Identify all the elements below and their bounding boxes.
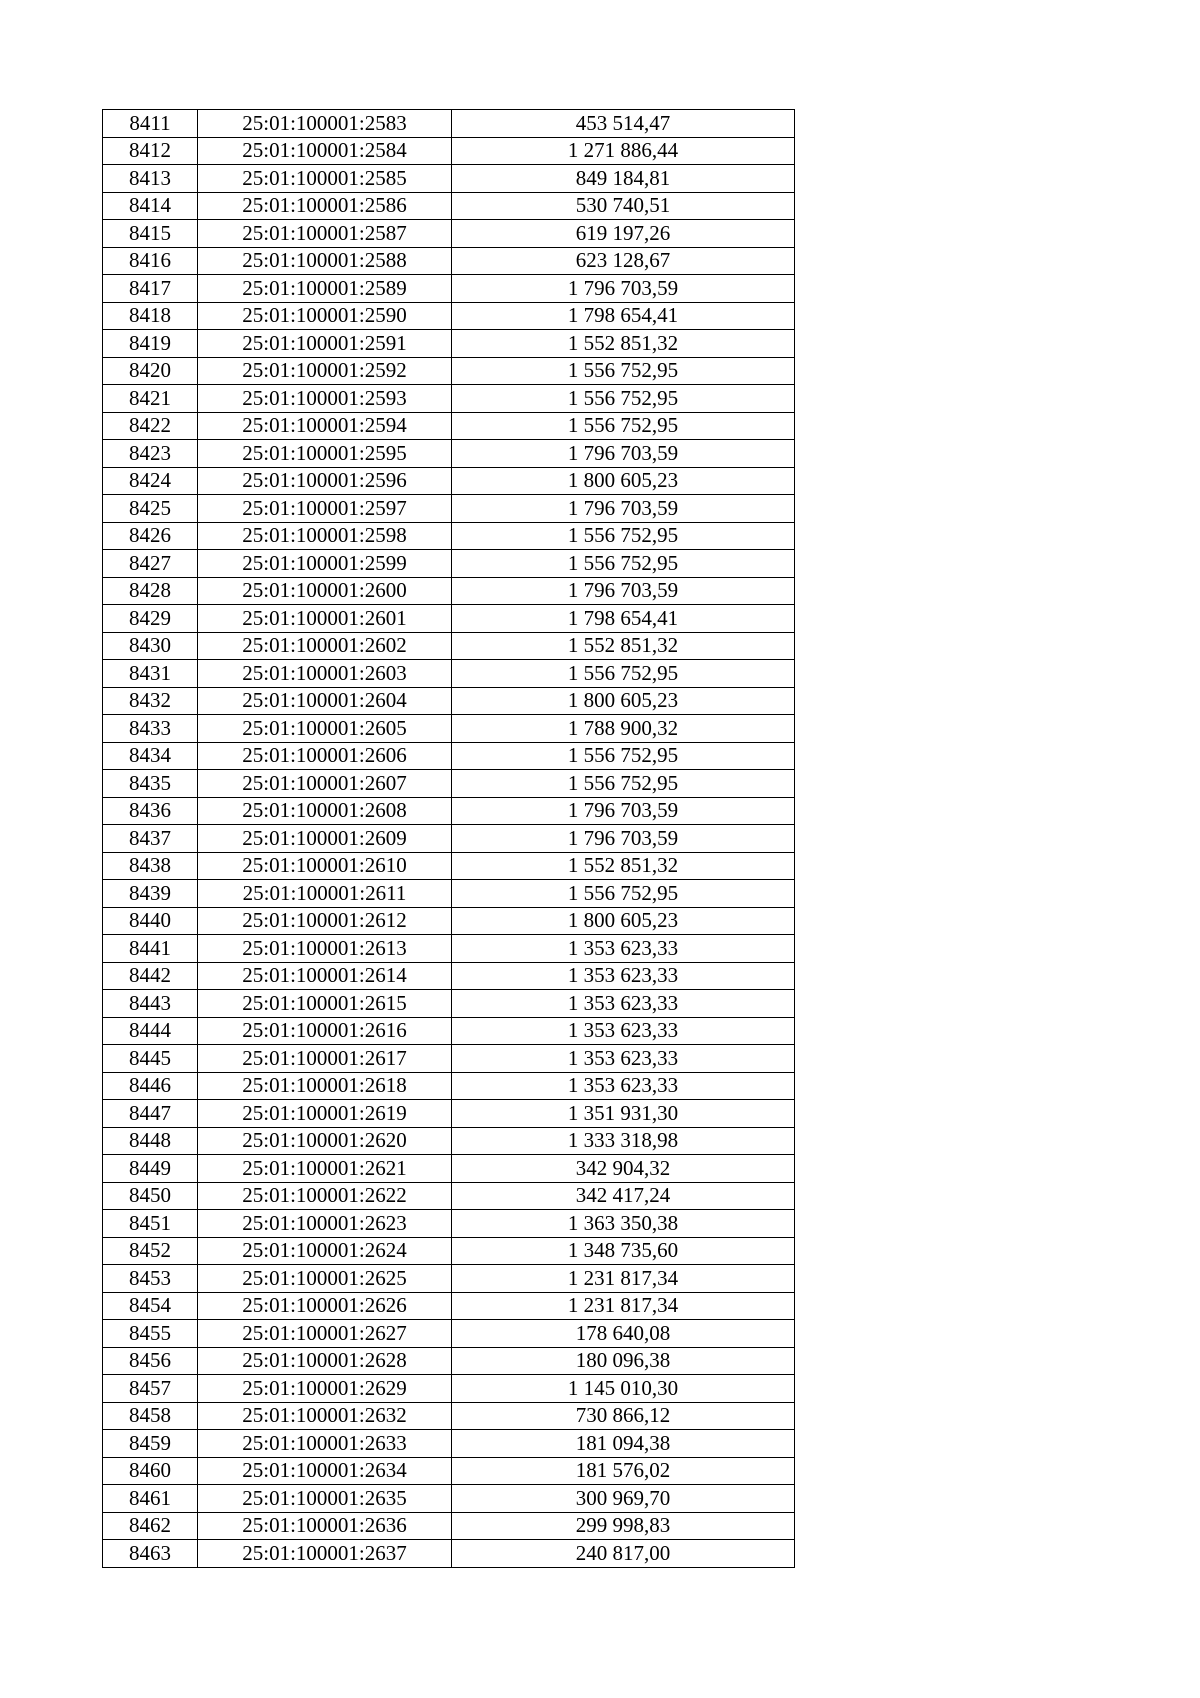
row-number-cell: 8416: [103, 247, 198, 275]
cadastral-value-cell: 1 796 703,59: [452, 440, 795, 468]
cadastral-value-cell: 1 798 654,41: [452, 302, 795, 330]
table-row: [103, 1182, 795, 1210]
row-number-cell: 8444: [103, 1017, 198, 1045]
table-row: [103, 275, 795, 303]
cadastral-number-cell: 25:01:100001:2584: [198, 137, 452, 165]
row-number-cell: 8433: [103, 715, 198, 743]
table-row: [103, 440, 795, 468]
cadastral-value-cell: 1 800 605,23: [452, 907, 795, 935]
cadastral-number-cell: 25:01:100001:2620: [198, 1127, 452, 1155]
row-number-cell: 8453: [103, 1265, 198, 1293]
row-number-cell: 8441: [103, 935, 198, 963]
row-number-cell: 8411: [103, 110, 198, 138]
row-number-cell: 8426: [103, 522, 198, 550]
cadastral-value-cell: 1 333 318,98: [452, 1127, 795, 1155]
row-number-cell: 8440: [103, 907, 198, 935]
cadastral-number-cell: 25:01:100001:2614: [198, 962, 452, 990]
row-number-cell: 8461: [103, 1485, 198, 1513]
table-row: [103, 797, 795, 825]
cadastral-value-cell: 1 796 703,59: [452, 825, 795, 853]
cadastral-value-cell: 1 556 752,95: [452, 770, 795, 798]
table-row: [103, 1457, 795, 1485]
cadastral-value-cell: 1 556 752,95: [452, 385, 795, 413]
table-row: [103, 1430, 795, 1458]
cadastral-number-cell: 25:01:100001:2600: [198, 577, 452, 605]
table-row: [103, 990, 795, 1018]
table-row: [103, 1072, 795, 1100]
cadastral-value-cell: 180 096,38: [452, 1347, 795, 1375]
cadastral-value-cell: 453 514,47: [452, 110, 795, 138]
table-row: [103, 825, 795, 853]
table-row: [103, 935, 795, 963]
row-number-cell: 8421: [103, 385, 198, 413]
table-row: [103, 412, 795, 440]
cadastral-value-cell: 299 998,83: [452, 1512, 795, 1540]
cadastral-number-cell: 25:01:100001:2595: [198, 440, 452, 468]
cadastral-value-cell: 1 798 654,41: [452, 605, 795, 633]
cadastral-value-cell: 300 969,70: [452, 1485, 795, 1513]
row-number-cell: 8447: [103, 1100, 198, 1128]
row-number-cell: 8459: [103, 1430, 198, 1458]
row-number-cell: 8449: [103, 1155, 198, 1183]
cadastral-number-cell: 25:01:100001:2632: [198, 1402, 452, 1430]
table-row: [103, 1292, 795, 1320]
cadastral-number-cell: 25:01:100001:2593: [198, 385, 452, 413]
row-number-cell: 8415: [103, 220, 198, 248]
table-row: [103, 1210, 795, 1238]
row-number-cell: 8442: [103, 962, 198, 990]
cadastral-number-cell: 25:01:100001:2586: [198, 192, 452, 220]
cadastral-number-cell: 25:01:100001:2625: [198, 1265, 452, 1293]
cadastral-number-cell: 25:01:100001:2596: [198, 467, 452, 495]
row-number-cell: 8452: [103, 1237, 198, 1265]
row-number-cell: 8463: [103, 1540, 198, 1568]
cadastral-value-cell: 530 740,51: [452, 192, 795, 220]
row-number-cell: 8448: [103, 1127, 198, 1155]
cadastral-number-cell: 25:01:100001:2613: [198, 935, 452, 963]
cadastral-value-cell: 1 353 623,33: [452, 1045, 795, 1073]
row-number-cell: 8423: [103, 440, 198, 468]
cadastral-value-cell: 181 576,02: [452, 1457, 795, 1485]
table-body: [103, 110, 795, 1568]
table-row: [103, 192, 795, 220]
cadastral-number-cell: 25:01:100001:2610: [198, 852, 452, 880]
table-row: [103, 1155, 795, 1183]
table-row: [103, 742, 795, 770]
table-row: [103, 1540, 795, 1568]
table-row: [103, 605, 795, 633]
cadastral-value-cell: 1 556 752,95: [452, 412, 795, 440]
cadastral-value-cell: 1 552 851,32: [452, 330, 795, 358]
cadastral-number-cell: 25:01:100001:2637: [198, 1540, 452, 1568]
table-row: [103, 165, 795, 193]
row-number-cell: 8431: [103, 660, 198, 688]
cadastral-value-cell: 730 866,12: [452, 1402, 795, 1430]
cadastral-number-cell: 25:01:100001:2633: [198, 1430, 452, 1458]
cadastral-value-cell: 1 800 605,23: [452, 467, 795, 495]
cadastral-value-cell: 1 788 900,32: [452, 715, 795, 743]
cadastral-number-cell: 25:01:100001:2634: [198, 1457, 452, 1485]
row-number-cell: 8434: [103, 742, 198, 770]
cadastral-number-cell: 25:01:100001:2604: [198, 687, 452, 715]
cadastral-number-cell: 25:01:100001:2624: [198, 1237, 452, 1265]
cadastral-value-cell: 1 556 752,95: [452, 880, 795, 908]
cadastral-value-cell: 1 271 886,44: [452, 137, 795, 165]
cadastral-number-cell: 25:01:100001:2605: [198, 715, 452, 743]
cadastral-value-cell: 1 351 931,30: [452, 1100, 795, 1128]
table-row: [103, 1347, 795, 1375]
cadastral-number-cell: 25:01:100001:2601: [198, 605, 452, 633]
table-row: [103, 577, 795, 605]
cadastral-number-cell: 25:01:100001:2619: [198, 1100, 452, 1128]
row-number-cell: 8439: [103, 880, 198, 908]
cadastral-number-cell: 25:01:100001:2615: [198, 990, 452, 1018]
table-row: [103, 357, 795, 385]
row-number-cell: 8435: [103, 770, 198, 798]
row-number-cell: 8420: [103, 357, 198, 385]
row-number-cell: 8450: [103, 1182, 198, 1210]
row-number-cell: 8456: [103, 1347, 198, 1375]
table-row: [103, 550, 795, 578]
table-row: [103, 1127, 795, 1155]
table-row: [103, 715, 795, 743]
table-row: [103, 137, 795, 165]
cadastral-number-cell: 25:01:100001:2609: [198, 825, 452, 853]
table-row: [103, 220, 795, 248]
cadastral-value-cell: 1 796 703,59: [452, 797, 795, 825]
cadastral-number-cell: 25:01:100001:2636: [198, 1512, 452, 1540]
cadastral-value-cell: 1 231 817,34: [452, 1265, 795, 1293]
table-row: [103, 1402, 795, 1430]
cadastral-value-cell: 240 817,00: [452, 1540, 795, 1568]
cadastral-number-cell: 25:01:100001:2597: [198, 495, 452, 523]
row-number-cell: 8445: [103, 1045, 198, 1073]
table-row: [103, 495, 795, 523]
cadastral-number-cell: 25:01:100001:2626: [198, 1292, 452, 1320]
row-number-cell: 8412: [103, 137, 198, 165]
cadastral-value-cell: 342 904,32: [452, 1155, 795, 1183]
cadastral-number-cell: 25:01:100001:2607: [198, 770, 452, 798]
cadastral-number-cell: 25:01:100001:2587: [198, 220, 452, 248]
cadastral-number-cell: 25:01:100001:2598: [198, 522, 452, 550]
table-row: [103, 852, 795, 880]
cadastral-number-cell: 25:01:100001:2594: [198, 412, 452, 440]
table-row: [103, 1485, 795, 1513]
cadastral-number-cell: 25:01:100001:2627: [198, 1320, 452, 1348]
row-number-cell: 8417: [103, 275, 198, 303]
row-number-cell: 8460: [103, 1457, 198, 1485]
cadastral-value-cell: 1 552 851,32: [452, 852, 795, 880]
cadastral-value-cell: 1 552 851,32: [452, 632, 795, 660]
table-row: [103, 302, 795, 330]
table-row: [103, 522, 795, 550]
row-number-cell: 8429: [103, 605, 198, 633]
table-row: [103, 247, 795, 275]
table-row: [103, 1512, 795, 1540]
cadastral-number-cell: 25:01:100001:2590: [198, 302, 452, 330]
cadastral-value-cell: 1 353 623,33: [452, 1072, 795, 1100]
cadastral-number-cell: 25:01:100001:2628: [198, 1347, 452, 1375]
cadastral-number-cell: 25:01:100001:2608: [198, 797, 452, 825]
table-row: [103, 907, 795, 935]
cadastral-value-cell: 178 640,08: [452, 1320, 795, 1348]
cadastral-value-cell: 1 796 703,59: [452, 495, 795, 523]
cadastral-value-cell: 1 796 703,59: [452, 275, 795, 303]
cadastral-number-cell: 25:01:100001:2635: [198, 1485, 452, 1513]
table-row: [103, 1237, 795, 1265]
cadastral-number-cell: 25:01:100001:2611: [198, 880, 452, 908]
table-row: [103, 770, 795, 798]
row-number-cell: 8425: [103, 495, 198, 523]
cadastral-number-cell: 25:01:100001:2603: [198, 660, 452, 688]
row-number-cell: 8424: [103, 467, 198, 495]
cadastral-value-cell: 619 197,26: [452, 220, 795, 248]
row-number-cell: 8451: [103, 1210, 198, 1238]
cadastral-value-cell: 1 556 752,95: [452, 660, 795, 688]
cadastral-value-cell: 623 128,67: [452, 247, 795, 275]
cadastral-value-cell: 181 094,38: [452, 1430, 795, 1458]
cadastral-value-table: [102, 109, 795, 1568]
cadastral-value-cell: 1 556 752,95: [452, 357, 795, 385]
row-number-cell: 8428: [103, 577, 198, 605]
table-row: [103, 880, 795, 908]
table-row: [103, 1100, 795, 1128]
cadastral-value-cell: 1 353 623,33: [452, 1017, 795, 1045]
cadastral-value-cell: 1 796 703,59: [452, 577, 795, 605]
table-row: [103, 687, 795, 715]
row-number-cell: 8414: [103, 192, 198, 220]
cadastral-value-cell: 1 353 623,33: [452, 962, 795, 990]
cadastral-value-cell: 1 353 623,33: [452, 990, 795, 1018]
row-number-cell: 8462: [103, 1512, 198, 1540]
row-number-cell: 8430: [103, 632, 198, 660]
cadastral-number-cell: 25:01:100001:2588: [198, 247, 452, 275]
row-number-cell: 8446: [103, 1072, 198, 1100]
row-number-cell: 8457: [103, 1375, 198, 1403]
row-number-cell: 8455: [103, 1320, 198, 1348]
row-number-cell: 8422: [103, 412, 198, 440]
cadastral-value-cell: 1 231 817,34: [452, 1292, 795, 1320]
cadastral-number-cell: 25:01:100001:2629: [198, 1375, 452, 1403]
table-row: [103, 1045, 795, 1073]
cadastral-number-cell: 25:01:100001:2622: [198, 1182, 452, 1210]
row-number-cell: 8432: [103, 687, 198, 715]
cadastral-value-cell: 849 184,81: [452, 165, 795, 193]
table-row: [103, 110, 795, 138]
table-row: [103, 660, 795, 688]
cadastral-number-cell: 25:01:100001:2591: [198, 330, 452, 358]
cadastral-value-cell: 1 800 605,23: [452, 687, 795, 715]
cadastral-number-cell: 25:01:100001:2602: [198, 632, 452, 660]
row-number-cell: 8438: [103, 852, 198, 880]
cadastral-number-cell: 25:01:100001:2599: [198, 550, 452, 578]
cadastral-number-cell: 25:01:100001:2589: [198, 275, 452, 303]
table-row: [103, 467, 795, 495]
cadastral-value-cell: 1 363 350,38: [452, 1210, 795, 1238]
cadastral-value-cell: 342 417,24: [452, 1182, 795, 1210]
row-number-cell: 8413: [103, 165, 198, 193]
table-row: [103, 1017, 795, 1045]
cadastral-number-cell: 25:01:100001:2621: [198, 1155, 452, 1183]
table-row: [103, 632, 795, 660]
table-row: [103, 385, 795, 413]
row-number-cell: 8458: [103, 1402, 198, 1430]
row-number-cell: 8418: [103, 302, 198, 330]
cadastral-value-cell: 1 353 623,33: [452, 935, 795, 963]
cadastral-number-cell: 25:01:100001:2616: [198, 1017, 452, 1045]
row-number-cell: 8427: [103, 550, 198, 578]
cadastral-number-cell: 25:01:100001:2592: [198, 357, 452, 385]
table-row: [103, 1265, 795, 1293]
cadastral-number-cell: 25:01:100001:2623: [198, 1210, 452, 1238]
cadastral-number-cell: 25:01:100001:2617: [198, 1045, 452, 1073]
table-row: [103, 1375, 795, 1403]
cadastral-number-cell: 25:01:100001:2606: [198, 742, 452, 770]
row-number-cell: 8443: [103, 990, 198, 1018]
cadastral-value-cell: 1 556 752,95: [452, 550, 795, 578]
cadastral-value-cell: 1 556 752,95: [452, 522, 795, 550]
cadastral-value-cell: 1 145 010,30: [452, 1375, 795, 1403]
row-number-cell: 8419: [103, 330, 198, 358]
table-row: [103, 1320, 795, 1348]
cadastral-number-cell: 25:01:100001:2583: [198, 110, 452, 138]
cadastral-number-cell: 25:01:100001:2585: [198, 165, 452, 193]
table-row: [103, 330, 795, 358]
row-number-cell: 8437: [103, 825, 198, 853]
row-number-cell: 8454: [103, 1292, 198, 1320]
cadastral-number-cell: 25:01:100001:2612: [198, 907, 452, 935]
cadastral-value-cell: 1 556 752,95: [452, 742, 795, 770]
cadastral-number-cell: 25:01:100001:2618: [198, 1072, 452, 1100]
table-row: [103, 962, 795, 990]
cadastral-value-cell: 1 348 735,60: [452, 1237, 795, 1265]
row-number-cell: 8436: [103, 797, 198, 825]
